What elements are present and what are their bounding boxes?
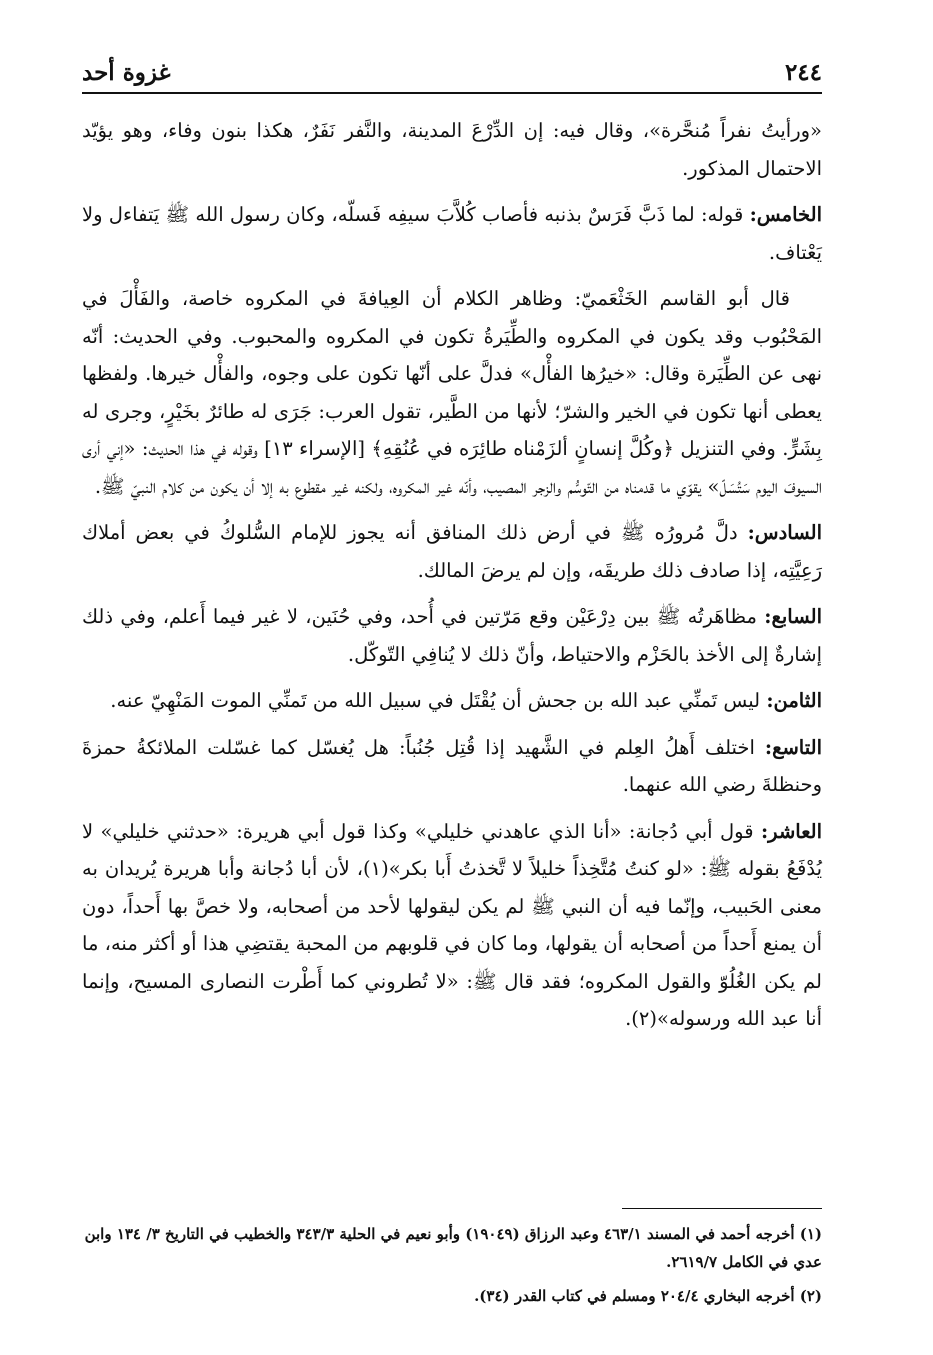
footnotes [82,1220,822,1316]
point-9-label: التاسع: [764,735,822,759]
paragraph-1: «ورأيتُ نفراً مُنحَّرة»، وقال فيه: إن الدِّرْعَ المدينة، والنَّفر نَفَرٌ، هكذا بنون وفاء، وهو يؤيّد الاحتمال المذكور. [82,119,822,180]
page-header [82,52,822,94]
point-8-text: ليس تَمنِّي عبد الله بن جحش أن يُقْتَل في سبيل الله من تَمنِّي الموت المَنْهِيّ عنه. [110,689,767,712]
page-number: ٢٤٤ [784,59,822,86]
paragraph-7th [82,598,822,673]
point-7-label: السابع: [764,605,822,628]
footnote-1: (١) أخرجه أحمد في المسند ٤٦٣/١ وعبد الرزاق (١٩٠٤٩) وأبو نعيم في الحلية ٣٤٣/٣ والخطيب في التاريخ ٣/ ١٣٤ وابن عدي في الكامل ٢٦١٩/٧. [84,1225,822,1271]
paragraph-5th [82,196,822,271]
point-7-text: مظاهَرتُه ﷺ بين دِرْعَيْن وقع مَرّتين في أُحد، وفي حُنَين، لا غير فيما أَعلم، وفي ذلك إشارةٌ إلى الأخذ بالحَزْم والاحتياط، وأنّ ذلك لا يُنافِي التّوكّل. [82,605,822,666]
paragraph-khathami: قال أبو القاسم الخَثْعَميّ: وظاهر الكلام أن العِيافةَ في المكروه خاصة، والفَأْلَ في المَحْبُوب وقد يكون في المكروه والطِّيَرةُ تكون في المكروه والمحبوب. وفي الحديث: أنّه نهى عن الطِّيَرة وقال: «خيرُها الفأْل» فدلَّ على أنّها تكون على وجوه، والفأْل خيرها. ولفظها يعطى أنها تكون في الخير والشرّ؛ لأنها من الطَّير، تقول العرب: جَرَى له طائرٌ بخَيْرٍ، وجرى له بِشَرٍّ. وفي التنزيل ﴿وكُلَّ إنسانٍ ألزَمْناه طائِرَه في عُنُقِهِ﴾ [الإسراء ١٣] وقوله في هذا الحديث: «إني أرى السيوفَ اليوم سَتُسَلّ» يقوّي ما قدمناه من التّوسُّم والزجر المصيب، وأنّه غير المكروه، ولكنه غير مقطوع به إلا أن يكون من كلام النبيّ ﷺ. [82,287,822,498]
point-8-label: الثامن: [766,689,822,712]
point-9-text: اختلف أَهلُ العِلم في الشَّهيد إذا قُتِل جُنُباً: هل يُغسّل كما غسّلت الملائكةُ حمزةَ وحنظلةَ رضي الله عنهما. [82,735,822,796]
point-5-label: الخامس: [749,203,822,226]
point-6-label: السادس: [747,521,822,544]
paragraph-10th [82,813,822,1038]
point-5-text: قوله: لما ذَبَّ فَرَسٌ بذنبه فأصاب كُلاَّبَ سيفِه فَسلّه، وكان رسول الله ﷺ يَتفاءل ولا يَعْتاف. [82,203,822,264]
point-10-text: قول أبي دُجانة: «أنا الذي عاهدني خليلي» وكذا قول أبي هريرة: «حدثني خليلي» لا يُدْفَعُ بقوله ﷺ: «لو كنتُ مُتَّخِذاً خليلاً لا تَّخذتُ أَبا بكر»(١)، لأن أبا دُجانة وأبا هريرة يُريدان به معنى الحَبيب، وإنّما فيه أن النبي ﷺ لم يكن ليقولها لأحد من أصحابه، ولا خصَّ بها أَحداً، دون أن يمنع أَحداً من أصحابه أن يقولها، وما كان في قلوبهم من المحبة يقتضِي هذا أو أكثر منه، ما لم يكن الغُلُوّ والقول المكروه؛ فقد قال ﷺ: «لا تُطروني كما أَطْرت النصارى المسيح، وإنما أنا عبد الله ورسوله»(٢). [82,819,822,1030]
footnote-2: (٢) أخرجه البخاري ٢٠٤/٤ ومسلم في كتاب القدر (٣٤). [474,1287,822,1305]
paragraph-9th [82,729,822,804]
running-title: غزوة أحد [82,59,171,86]
point-6-text: دلَّ مُرورُه ﷺ في أرض ذلك المنافق أنه يجوز للإمام السُّلوكُ في بعض أملاك رَعِيَّتِه، إذا صادف ذلك طريقَه، وإن لم يرضَ المالك. [82,521,822,582]
point-10-label: العاشر: [760,819,822,843]
footnote-divider [622,1208,822,1209]
paragraph-8th [82,682,822,720]
paragraph-6th [82,514,822,589]
main-text [82,112,822,1047]
